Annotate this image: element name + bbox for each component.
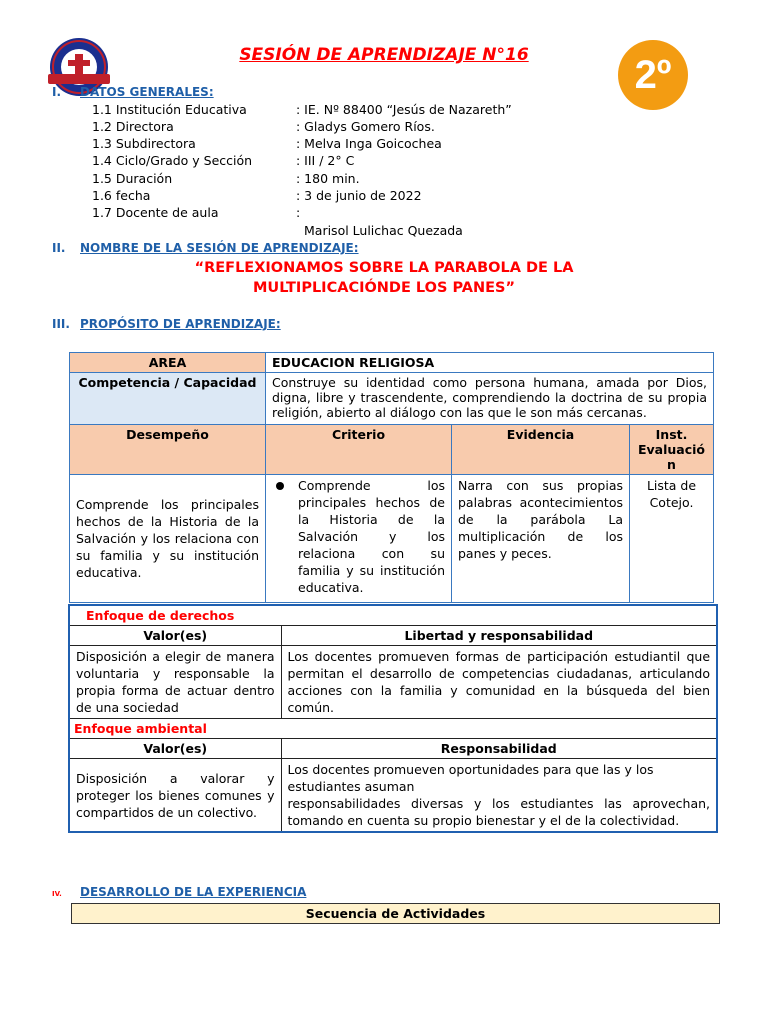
inst-cell: Lista de Cotejo. [630,475,714,603]
secuencia-table [71,903,720,924]
ambiental-descripcion: Los docentes promueven oportunidades para que las y los estudiantes asuman responsabilidades diversas y los estudiantes las aprovechan, tomando en cuenta su propio bienestar y el de la colectividad. [281,759,717,833]
evidencia-header: Evidencia [452,425,630,475]
session-name: “REFLEXIONAMOS SOBRE LA PARABOLA DE LA MULTIPLICACIÓNDE LOS PANES” [194,260,574,296]
bullet-icon [276,482,284,490]
section-desarrollo: IV. DESARROLLO DE LA EXPERIENCIA [52,885,307,899]
area-label: AREA [70,353,266,373]
valores-header: Valor(es) [69,626,281,646]
ambiental-disposicion: Disposición a valorar y proteger los bienes comunes y compartidos de un colectivo. [69,759,281,833]
desempeno-header: Desempeño [70,425,266,475]
proposito-table [69,352,714,603]
section-datos-generales: I. DATOS GENERALES: [52,85,214,99]
grade-badge: 2º [618,40,688,110]
page-title: SESIÓN DE APRENDIZAJE N°16 [239,45,529,65]
secuencia-header: Secuencia de Actividades [72,904,720,924]
desempeno-cell: Comprende los principales hechos de la Historia de la Salvación y los relaciona con su familia y su institución educativa. [70,475,266,603]
derechos-descripcion: Los docentes promueven formas de participación estudiantil que permitan el desarrollo de competencias ciudadanas, articulando acciones con la familia y comunidad en la búsqueda del bien común. [281,646,717,719]
section-proposito: III. PROPÓSITO DE APRENDIZAJE: [52,317,281,331]
enfoque-derechos-title: Enfoque de derechos [69,605,717,626]
competencia-label: Competencia / Capacidad [70,373,266,425]
criterio-cell: Comprende los principales hechos de la Historia de la Salvación y los relaciona con su familia y su institución educativa. [266,475,452,603]
ambiental-valor: Responsabilidad [281,739,717,759]
section-nombre-sesion: II. NOMBRE DE LA SESIÓN DE APRENDIZAJE: [52,241,359,255]
evidencia-cell: Narra con sus propias palabras acontecimientos de la parábola La multiplicación de los panes y peces. [452,475,630,603]
derechos-disposicion: Disposición a elegir de manera voluntaria y responsable la propia forma de actuar dentro de una sociedad [69,646,281,719]
enfoque-ambiental-title: Enfoque ambiental [69,719,717,739]
inst-header: Inst. Evaluació n [630,425,714,475]
area-value: EDUCACION RELIGIOSA [266,353,714,373]
competencia-value: Construye su identidad como persona humana, amada por Dios, digna, libre y trascendente, comprendiendo la doctrina de su propia religión, abierto al diálogo con las que le son más cercanas. [266,373,714,425]
derechos-valor: Libertad y responsabilidad [281,626,717,646]
docente-name: Marisol Lulichac Quezada [304,223,463,238]
criterio-header: Criterio [266,425,452,475]
enfoques-table [68,604,718,833]
valores-header: Valor(es) [69,739,281,759]
